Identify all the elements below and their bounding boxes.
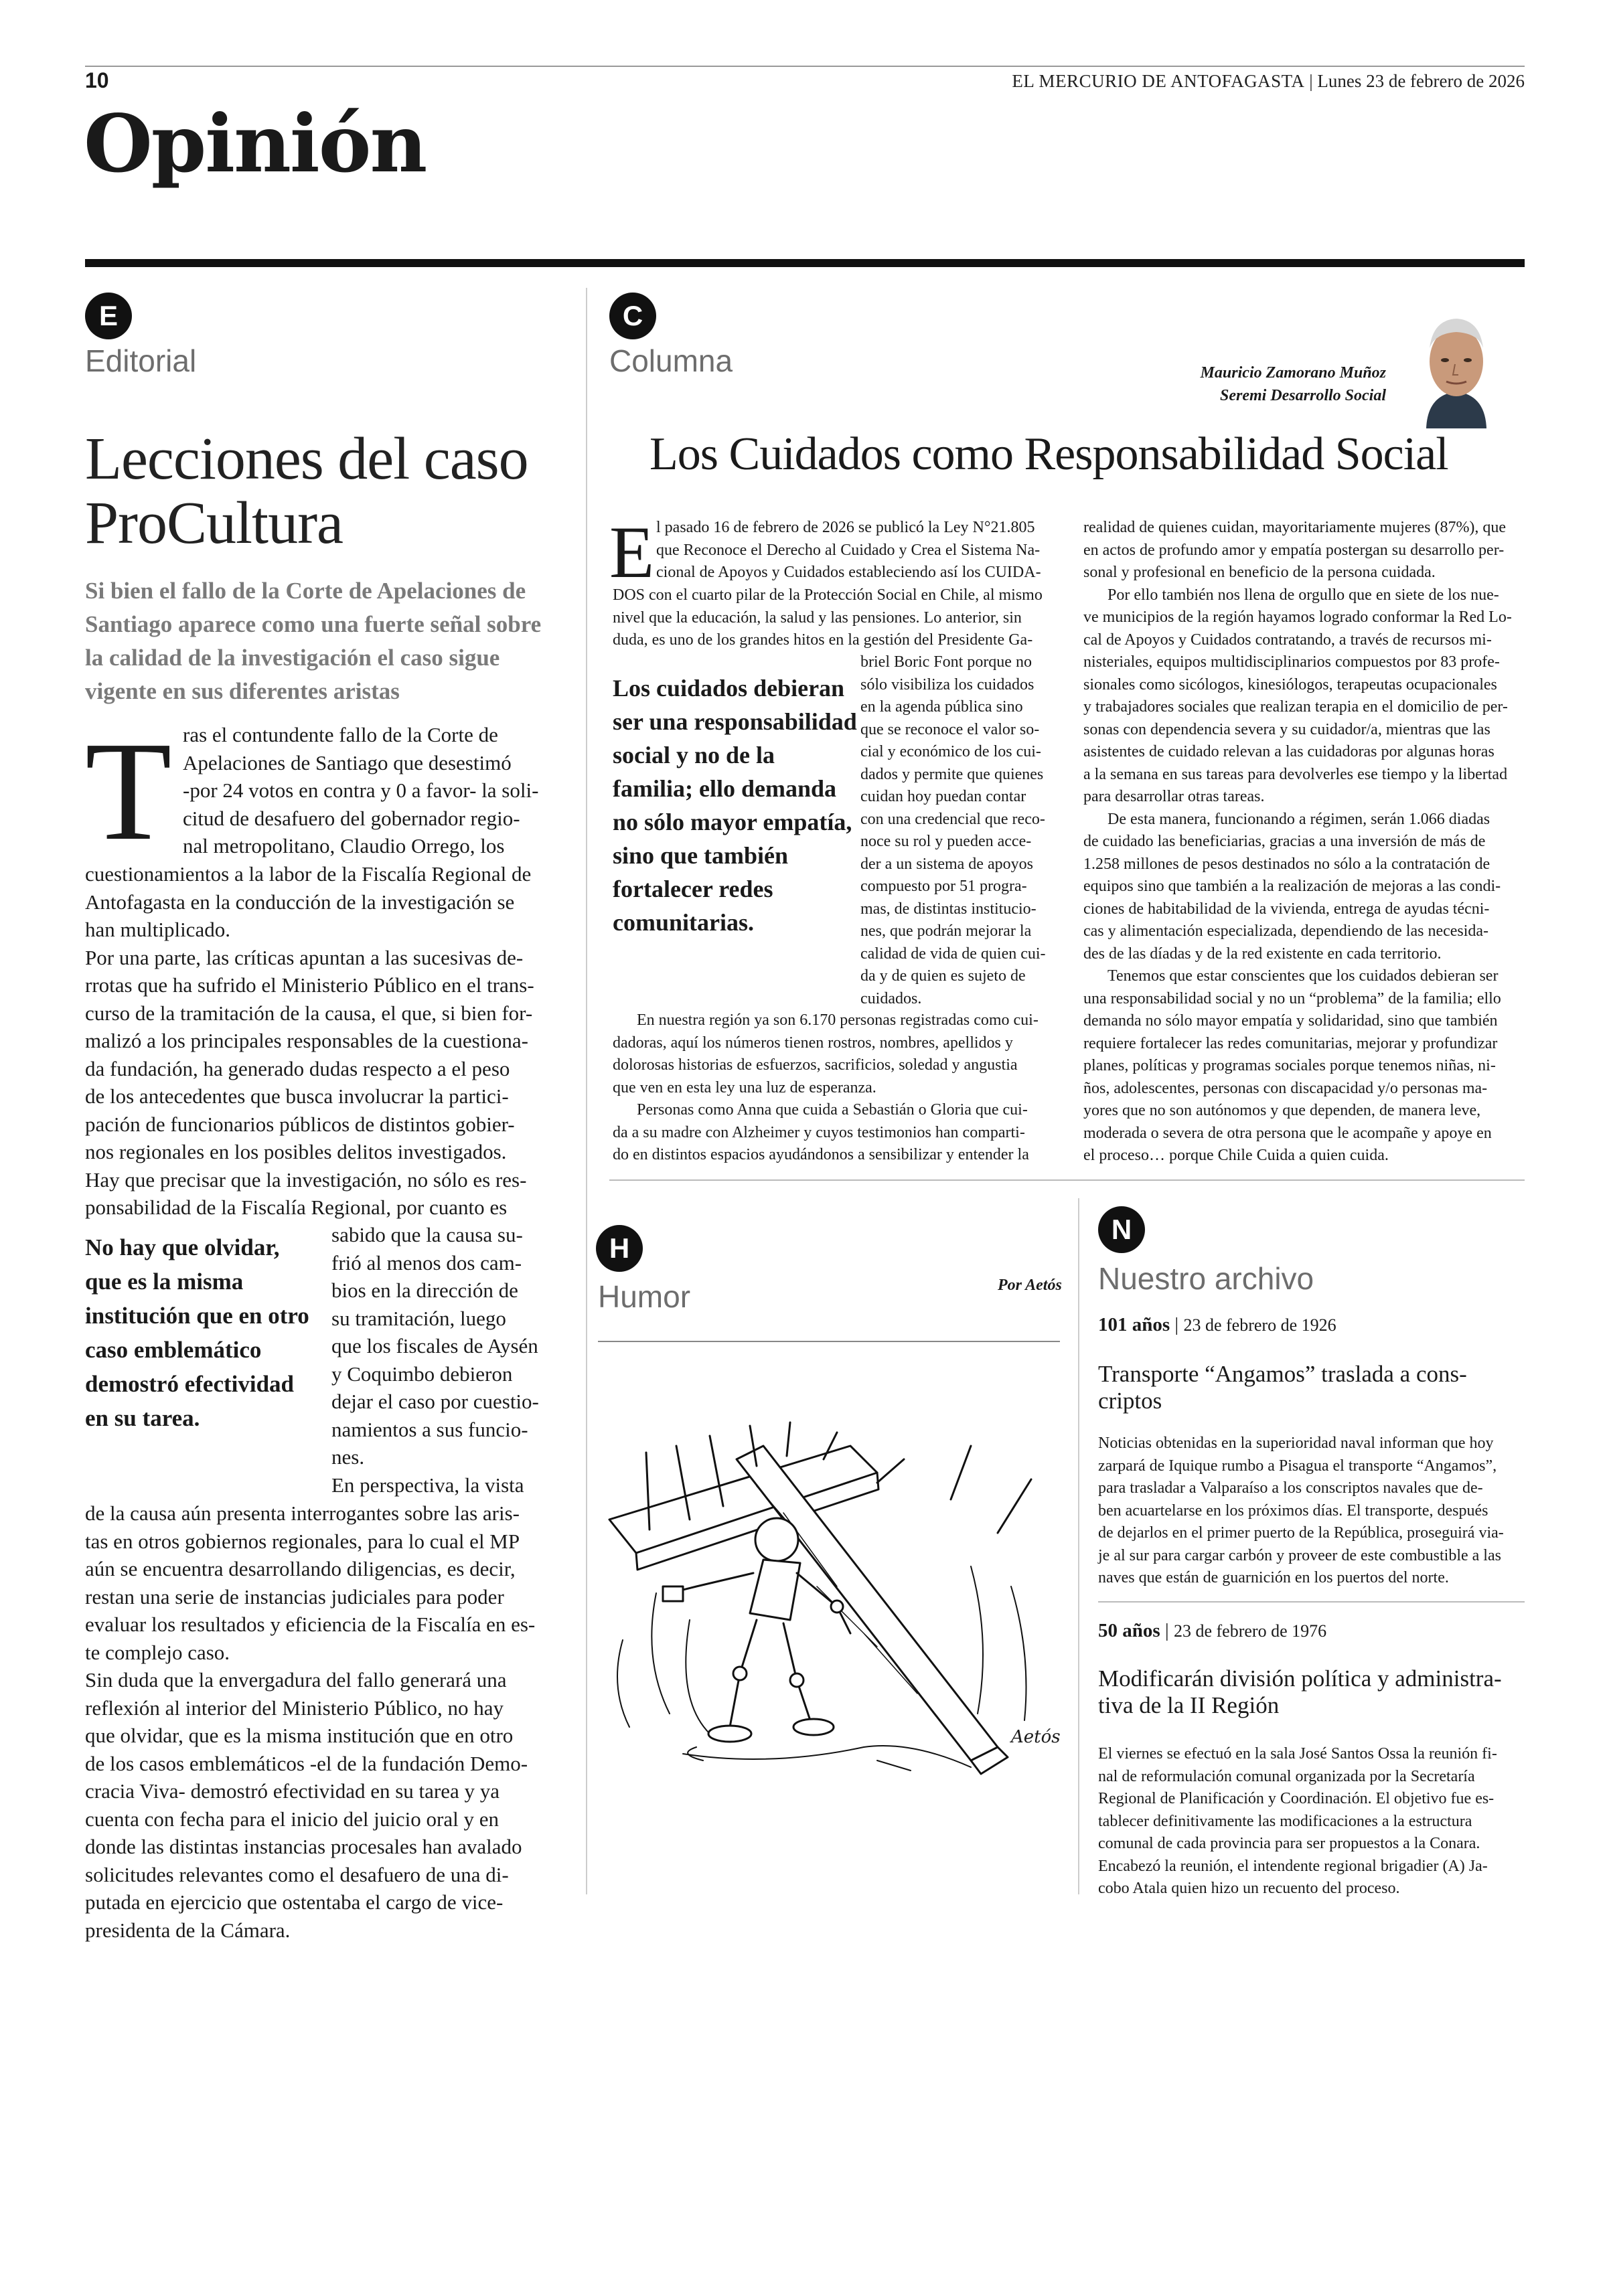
section-rule	[85, 259, 1525, 267]
text-line: planes, políticas y programas sociales porque tenemos niñas, ni-	[1083, 1057, 1496, 1074]
text-line: que los fiscales de Aysén	[331, 1334, 538, 1358]
column-body-lower	[613, 1009, 1039, 1167]
text-line: y trabajadores sociales que realizan terapia en el domicilio de per-	[1083, 698, 1508, 716]
column-lead-full	[613, 584, 1043, 652]
text-line: sólo visibiliza los cuidados	[860, 675, 1035, 693]
header-rule	[85, 66, 1525, 67]
text-line: sabido que la causa su-	[331, 1223, 523, 1246]
text-line: Regional de Planificación y Coordinación. El objetivo fue es-	[1098, 1790, 1495, 1807]
editorial-kicker: Editorial	[85, 343, 197, 378]
text-line: con una credencial que reco-	[860, 810, 1045, 828]
text-line: dolorosas historias de esfuerzos, sacrificios, soledad y angustia	[613, 1056, 1018, 1074]
text-line: sionales como sicólogos, kinesiólogos, terapeutas ocupacionales	[1083, 675, 1497, 693]
text-line: En nuestra región ya son 6.170 personas registradas como cui-	[637, 1011, 1039, 1029]
text-line: cional de Apoyos y Cuidados estableciendo así los CUIDA-	[656, 564, 1041, 581]
text-line: ben acuartelarse en los próximos días. El transporte, después	[1098, 1501, 1488, 1520]
text-line: cobo Atala quien hizo un recuento del proceso.	[1098, 1880, 1400, 1897]
text-line: namientos a sus funcio-	[331, 1417, 528, 1441]
text-line: Noticias obtenidas en la superioridad naval informan que hoy	[1098, 1434, 1494, 1452]
humor-byline: Por Aetós	[998, 1277, 1062, 1294]
text-line: que se reconoce el valor so-	[860, 720, 1040, 738]
editorial-body-main	[85, 860, 534, 1222]
text-line: da fundación, ha generado dudas respecto a el peso	[85, 1056, 510, 1080]
text-line: Apelaciones de Santiago que desestimó	[183, 750, 512, 774]
text-line: Tenemos que estar conscientes que los cuidados debieran ser	[1107, 967, 1499, 985]
text-line: una responsabilidad social y no un “problema” de la familia; ello	[1083, 989, 1501, 1007]
text-line: nos regionales en los posibles delitos investigados.	[85, 1140, 507, 1163]
archive-item1-headline: Transporte “Angamos” traslada a cons- criptos	[1098, 1361, 1467, 1414]
text-line: je al sur para cargar carbón y proveer de este combustible a las	[1098, 1546, 1501, 1564]
humor-rule	[598, 1341, 1060, 1342]
text-line: Encabezó la reunión, el intendente regional brigadier (A) Ja-	[1098, 1857, 1488, 1875]
text-line: te complejo caso.	[85, 1640, 230, 1664]
text-line: a la semana en sus tareas para devolverles ese tiempo y la libertad	[1083, 765, 1508, 783]
archive-item2-years: 50 años	[1098, 1620, 1160, 1641]
text-line: en actos de profundo amor y empatía postergan su desarrollo per-	[1083, 541, 1505, 559]
text-line: asistentes de cuidado relevan a las cuidadoras por algunas horas	[1083, 743, 1495, 760]
text-line: der a un sistema de apoyos	[860, 855, 1033, 873]
text-line: cuidados.	[860, 989, 922, 1007]
text-line: duda, es uno de los grandes hitos en la gestión del Presidente Ga-	[613, 631, 1033, 649]
archive-item1-date: 23 de febrero de 1926	[1183, 1315, 1336, 1335]
text-line: presidenta de la Cámara.	[85, 1918, 291, 1942]
archive-item1-years: 101 años	[1098, 1314, 1170, 1335]
text-line: naves que están de guarnición en los puertos del norte.	[1098, 1569, 1449, 1586]
text-line: su tramitación, luego	[331, 1306, 506, 1330]
text-line: evaluar los resultados y eficiencia de la Fiscalía en es-	[85, 1613, 536, 1636]
column-body-right	[1083, 517, 1512, 1167]
text-line: putada en ejercicio que ostentaba el cargo de vice-	[85, 1890, 504, 1914]
column-body-narrow	[860, 651, 1046, 1010]
text-line: el proceso… porque Chile Cuida a quien cuida.	[1083, 1147, 1389, 1164]
text-line: dadoras, aquí los números tienen rostros, nombres, apellidos y	[613, 1034, 1013, 1052]
column-pull-quote: Los cuidados debieran ser una responsabilidad social y no de la familia; ello demanda no sólo mayor empatía, sino que también fortalecer redes comunitarias.	[613, 675, 857, 936]
text-line: ciones de habitabilidad de la vivienda, entrega de ayudas técni-	[1083, 900, 1490, 918]
text-line: DOS con el cuarto pilar de la Protección Social en Chile, al mismo	[613, 586, 1043, 604]
text-line: aún se encuentra desarrollando diligencias, es decir,	[85, 1557, 516, 1580]
text-line: comunal de cada provincia para ser propuestos a la Conara.	[1098, 1835, 1480, 1852]
text-line: de los casos emblemáticos -el de la fundación Demo-	[85, 1751, 528, 1775]
text-line: que Reconoce el Derecho al Cuidado y Crea el Sistema Na-	[656, 541, 1041, 559]
archive-item2-date: 23 de febrero de 1976	[1173, 1621, 1327, 1641]
column-bottom-rule	[609, 1179, 1525, 1181]
text-line: yores que no son autónomos y que dependen, de manera leve,	[1083, 1102, 1481, 1119]
text-line: moderada o severa de otra persona que le acompañe y apoye en	[1083, 1124, 1492, 1142]
archive-item1-body	[1098, 1432, 1504, 1590]
editorial-deck: Si bien el fallo de la Corte de Apelaciones de Santiago aparece como una fuerte señal sobre la calidad de la investigación el caso sigue vigente en sus diferentes aristas	[85, 578, 542, 704]
text-line: 1.258 millones de pesos destinados no sólo a la contratación de	[1083, 855, 1490, 873]
cartoon-illustration	[596, 1419, 1065, 1794]
text-line: citud de desafuero del gobernador regio-	[183, 806, 520, 830]
archive-divider	[1098, 1601, 1525, 1603]
column-separator-right	[1078, 1198, 1079, 1894]
text-line: Antofagasta en la conducción de la investigación se	[85, 890, 515, 914]
text-line: de la causa aún presenta interrogantes sobre las aris-	[85, 1501, 520, 1525]
column-separator-left	[586, 288, 587, 1894]
text-line: donde las distintas instancias procesales han avalado	[85, 1835, 522, 1858]
text-line: calidad de vida de quien cui-	[860, 945, 1046, 963]
text-line: Por ello también nos llena de orgullo que en siete de los nue-	[1107, 586, 1499, 604]
text-line: -por 24 votos en contra y 0 a favor- la soli-	[183, 778, 539, 802]
text-line: solicitudes relevantes como el desafuero de una di-	[85, 1862, 509, 1886]
text-line: demanda no sólo mayor empatía y solidaridad, sino que también	[1083, 1012, 1498, 1030]
text-line: en la agenda pública sino	[860, 698, 1023, 716]
text-line: cuestionamientos a la labor de la Fiscalía Regional de	[85, 862, 532, 886]
text-line: malizó a los principales responsables de la cuestiona-	[85, 1029, 528, 1052]
text-line: realidad de quienes cuidan, mayoritariamente mujeres (87%), que	[1083, 519, 1507, 536]
text-line: tas en otros gobiernos regionales, para lo cual el MP	[85, 1529, 520, 1553]
archive-item2-body	[1098, 1743, 1497, 1900]
editorial-body-closing	[85, 1499, 535, 1944]
text-line: En perspectiva, la vista	[331, 1473, 524, 1497]
text-line: De esta manera, funcionando a régimen, serán 1.066 diadas	[1107, 810, 1490, 828]
editorial-p1-indented	[183, 721, 538, 860]
cartoon-signature: Aetós	[1011, 1727, 1061, 1747]
text-line: dados y permite que quienes	[860, 765, 1044, 783]
text-line: tablecer definitivamente las modificaciones a la estructura	[1098, 1812, 1472, 1830]
column-drop-cap: E	[609, 511, 655, 593]
text-line: nal de reformulación comunal organizada por la Secretaría	[1098, 1767, 1475, 1785]
archive-kicker: Nuestro archivo	[1098, 1261, 1314, 1296]
text-line: El viernes se efectuó en la sala José Santos Ossa la reunión fi-	[1098, 1745, 1497, 1762]
text-line: nisteriales, equipos multidisciplinarios compuestos por 83 profe-	[1083, 653, 1500, 671]
text-line: do en distintos espacios ayudándonos a sensibilizar y entender la	[613, 1146, 1029, 1163]
text-line: Por una parte, las críticas apuntan a las sucesivas de-	[85, 945, 524, 969]
archive-badge: N	[1098, 1206, 1145, 1253]
text-line: zarpará de Iquique rumbo a Pisagua el transporte “Angamos”,	[1098, 1457, 1497, 1475]
text-line: nes.	[331, 1445, 365, 1469]
text-line: noce su rol y pueden acce-	[860, 833, 1032, 850]
text-line: han multiplicado.	[85, 918, 230, 941]
text-line: bios en la dirección de	[331, 1279, 518, 1302]
text-line: de cuidado las beneficiarias, gracias a una inversión de más de	[1083, 833, 1486, 850]
text-line: sonal y profesional en beneficio de la persona cuidada.	[1083, 564, 1436, 581]
text-line: nivel que la educación, la salud y las pensiones. Lo anterior, sin	[613, 608, 1022, 627]
text-line: sonas con dependencia severa y su cuidador/a, mientras que las	[1083, 720, 1490, 738]
text-line: da y de quien es sujeto de	[860, 967, 1026, 985]
text-line: para desarrollar otras tareas.	[1083, 788, 1265, 805]
author-role: Seremi Desarrollo Social	[1219, 387, 1386, 404]
text-line: que ven en esta ley una luz de esperanza.	[613, 1078, 876, 1096]
author-portrait	[1413, 308, 1500, 428]
text-line: ños, adolescentes, personas con discapacidad y/o personas ma-	[1083, 1079, 1488, 1097]
issue-date: Lunes 23 de febrero de 2026	[1317, 71, 1525, 91]
masthead-separator: |	[1304, 71, 1318, 91]
column-headline: Los Cuidados como Responsabilidad Social	[649, 428, 1448, 480]
text-line: equipos sino que también a la realización de mejoras a las condi-	[1083, 878, 1501, 895]
text-line: Personas como Anna que cuida a Sebastián o Gloria que cui-	[637, 1101, 1028, 1119]
humor-badge: H	[596, 1225, 643, 1272]
text-line: frió al menos dos cam-	[331, 1250, 522, 1275]
column-lead-indented	[656, 517, 1041, 584]
section-title: Opinión	[84, 97, 427, 190]
text-line: cal de Apoyos y Cuidados contratando, a través de recursos mi-	[1083, 631, 1492, 649]
dateline-separator: |	[1170, 1314, 1184, 1335]
text-line: briel Boric Font porque no	[860, 653, 1032, 671]
archive-item2-dateline	[1098, 1620, 1326, 1642]
editorial-headline: Lecciones del caso ProCultura	[85, 426, 528, 556]
text-line: des de las díadas y de la red existente en cada territorio.	[1083, 945, 1442, 963]
text-line: cuidan hoy puedan contar	[860, 788, 1026, 805]
text-line: compuesto por 51 progra-	[860, 878, 1027, 895]
text-line: cial y económico de los cui-	[860, 743, 1041, 760]
text-line: da a su madre con Alzheimer y cuyos testimonios han comparti-	[613, 1123, 1025, 1141]
text-line: para trasladar a Valparaíso a los conscriptos navales que de-	[1098, 1479, 1483, 1497]
archive-item2-headline: Modificarán división política y administra- tiva de la II Región	[1098, 1665, 1502, 1718]
humor-kicker: Humor	[598, 1279, 691, 1314]
text-line: ras el contundente fallo de la Corte de	[183, 723, 498, 746]
text-line: restan una serie de instancias judiciales para poder	[85, 1584, 504, 1609]
text-line: de los antecedentes que busca involucrar la partici-	[85, 1084, 509, 1108]
text-line: que olvidar, que es la misma institución que en otro	[85, 1724, 514, 1747]
editorial-body-narrow	[331, 1221, 539, 1499]
page-number: 10	[85, 68, 109, 92]
text-line: ve municipios de la región hayamos logrado conformar la Red Lo-	[1083, 608, 1512, 626]
text-line: cracia Viva- demostró efectividad en su tarea y ya	[85, 1779, 500, 1803]
text-line: curso de la tramitación de la causa, el que, si bien for-	[85, 1001, 533, 1025]
author-credit	[1138, 361, 1386, 407]
masthead	[1012, 71, 1525, 92]
text-line: ponsabilidad de la Fiscalía Regional, por cuanto es	[85, 1196, 508, 1219]
publication-name: EL MERCURIO DE ANTOFAGASTA	[1012, 71, 1305, 91]
text-line: dejar el caso por cuestio-	[331, 1390, 539, 1413]
text-line: mas, de distintas institucio-	[860, 900, 1037, 918]
text-line: Sin duda que la envergadura del fallo generará una	[85, 1668, 507, 1692]
text-line: reflexión al interior del Ministerio Público, no hay	[85, 1696, 504, 1720]
text-line: nal metropolitano, Claudio Orrego, los	[183, 834, 505, 857]
archive-item1-dateline	[1098, 1314, 1336, 1336]
column-kicker: Columna	[609, 343, 733, 378]
author-name: Mauricio Zamorano Muñoz	[1200, 364, 1386, 382]
text-line: de dejarlos en el primer puerto de la República, proseguirá via-	[1098, 1524, 1504, 1542]
text-line: l pasado 16 de febrero de 2026 se publicó la Ley N°21.805	[656, 519, 1035, 536]
editorial-pull-quote: No hay que olvidar, que es la misma institución que en otro caso emblemático demostró efectividad en su tarea.	[85, 1234, 309, 1431]
editorial-drop-cap: T	[85, 712, 172, 870]
text-line: requiere fortalecer las redes comunitarias, mejorar y profundizar	[1083, 1034, 1498, 1052]
column-badge: C	[609, 293, 656, 339]
text-line: pación de funcionarios públicos de distintos gobier-	[85, 1112, 515, 1136]
dateline-separator: |	[1160, 1620, 1174, 1641]
text-line: Hay que precisar que la investigación, no sólo es res-	[85, 1167, 527, 1192]
text-line: cuenta con fecha para el inicio del juicio oral y en	[85, 1807, 499, 1831]
text-line: rrotas que ha sufrido el Ministerio Público en el trans-	[85, 973, 534, 997]
text-line: y Coquimbo debieron	[331, 1362, 513, 1386]
text-line: nes, que podrán mejorar la	[860, 922, 1032, 940]
text-line: cas y alimentación especializada, dependiendo de las necesida-	[1083, 922, 1489, 940]
editorial-badge: E	[85, 293, 132, 339]
